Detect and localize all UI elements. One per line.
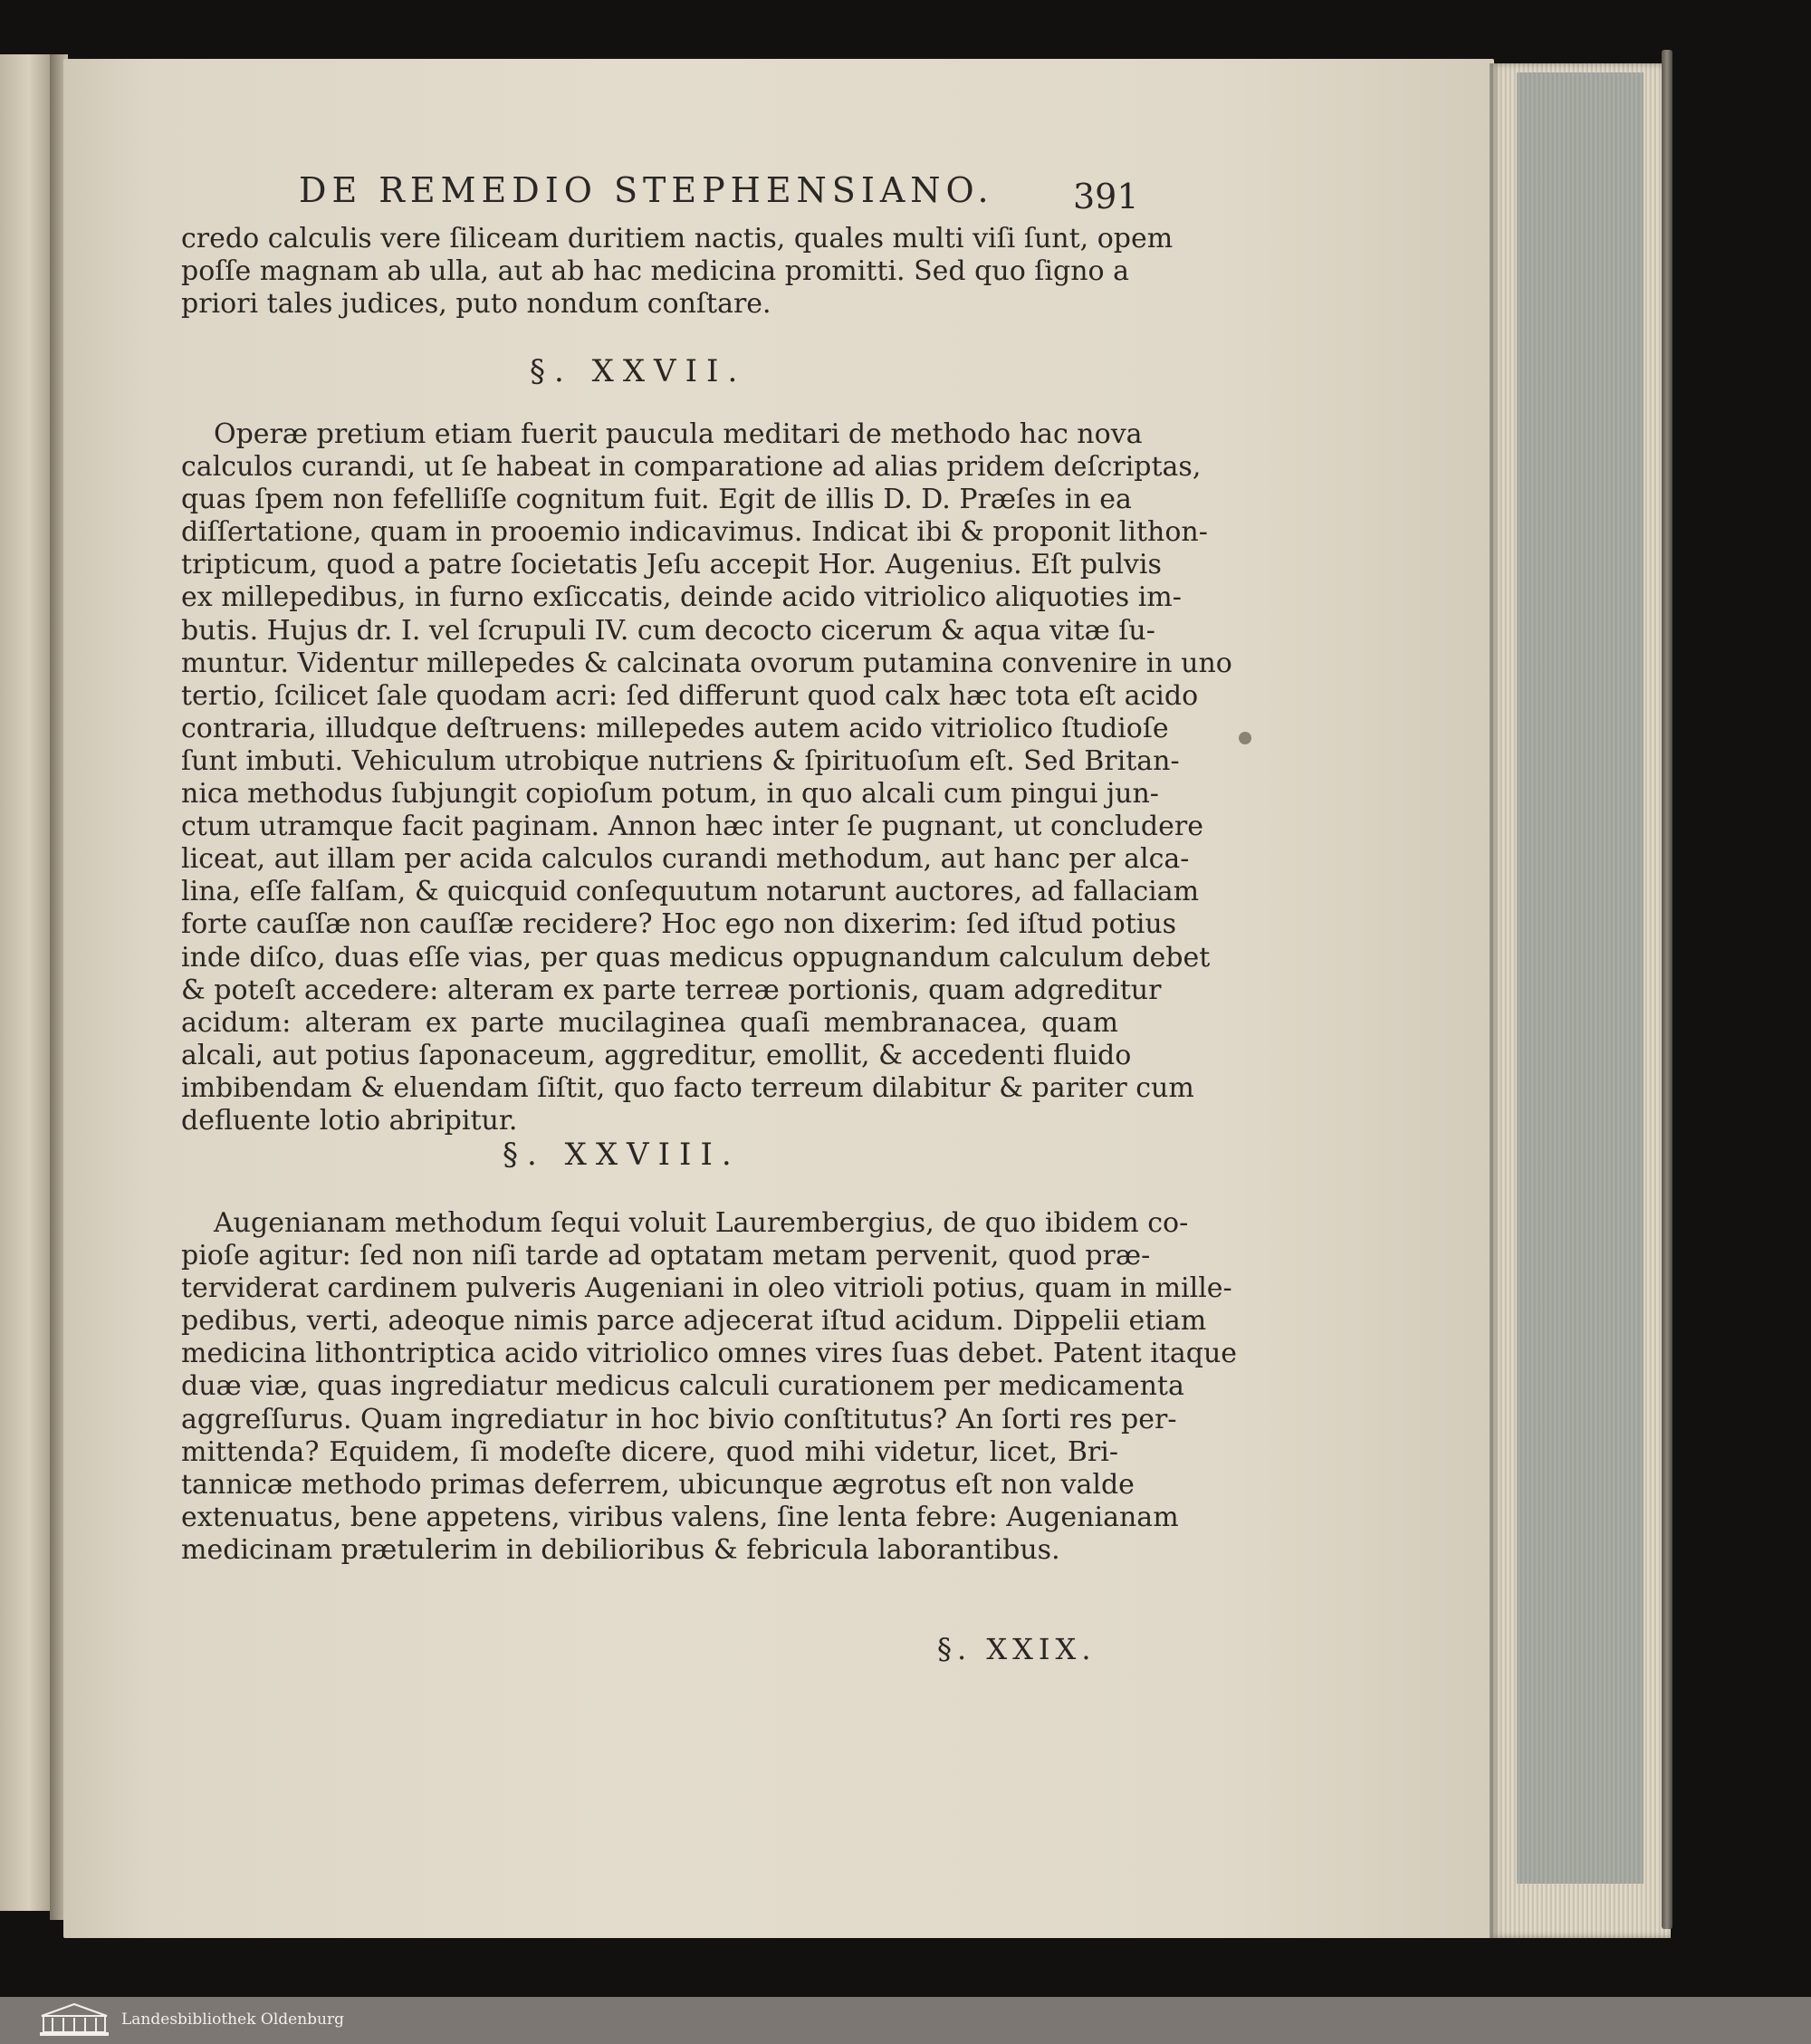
paper-spot [1239,732,1251,744]
paragraph-3 [181,1207,1238,1567]
text-line: duæ viæ, quas ingrediatur medicus calculi curationem per medicamenta [181,1370,1184,1403]
paragraph-1 [181,223,1174,321]
paragraph-2 [181,418,1232,1137]
text-line: medicinam prætulerim in debilioribus & febricula laborantibus. [181,1533,1060,1566]
text-line: diſſertatione, quam in prooemio indicavimus. Indicat ibi & proponit lithon- [181,516,1208,549]
text-line: mittenda? Equidem, ſi modeſte dicere, quod mihi videtur, licet, Bri- [181,1435,1118,1468]
text-line: nica methodus ſubjungit copioſum potum, in quo alcali cum pingui jun- [181,778,1159,811]
running-title: DE REMEDIO STEPHENSIANO. [299,170,994,210]
text-line: inde diſco, duas eſſe vias, per quas medicus oppugnandum calculum debet [181,941,1211,974]
text-line: acidum: alteram ex parte mucilaginea quaſi membranacea, quam [181,1006,1118,1039]
library-building-logo-icon [38,2001,110,2039]
text-line: ctum utramque facit paginam. Annon hæc inter ſe pugnant, ut concludere [181,811,1203,843]
text-line: calculos curandi, ut ſe habeat in comparatione ad alias pridem deſcriptas, [181,451,1202,484]
text-line: liceat, aut illam per acida calculos curandi methodum, aut hanc per alca- [181,843,1190,876]
text-line: tripticum, quod a patre ſocietatis Jeſu accepit Hor. Augenius. Eſt pulvis [181,549,1162,581]
text-line: muntur. Videntur millepedes & calcinata ovorum putamina convenire in uno [181,647,1232,679]
text-line: ſunt imbuti. Vehiculum utrobique nutriens & ſpirituoſum eſt. Sed Britan- [181,744,1180,777]
text-line: forte cauſſæ non cauſſæ recidere? Hoc ego non dixerim: ſed iſtud potius [181,908,1177,941]
text-line: imbibendam & eluendam ſiſtit, quo facto terreum dilabitur & pariter cum [181,1071,1194,1104]
text-line: contraria, illudque deſtruens: millepedes autem acido vitriolico ſtudioſe [181,712,1169,744]
catchword: §. XXIX. [937,1632,1097,1666]
text-line: aggreſſurus. Quam ingrediatur in hoc bivio conſtitutus? An ſorti res per- [181,1403,1177,1435]
text-line: tertio, ſcilicet ſale quodam acri: ſed differunt quod calx hæc tota eſt acido [181,679,1199,712]
text-line: terviderat cardinem pulveris Augeniani in oleo vitrioli potius, quam in mille- [181,1272,1232,1305]
text-line: & poteſt accedere: alteram ex parte terreæ portionis, quam adgreditur [181,974,1162,1006]
text-line: lina, eſſe falſam, & quicquid conſequutum notarunt auctores, ad fallaciam [181,876,1200,908]
text-line: priori tales judices, puto nondum conſtare. [181,288,771,321]
text-line: credo calculis vere ſiliceam duritiem nactis, quales multi viſi ſunt, opem [181,223,1174,254]
text-line: butis. Hujus dr. I. vel ſcrupuli IV. cum decocto cicerum & aqua vitæ ſu- [181,614,1155,647]
text-line: tannicæ methodo primas deferrem, ubicunque ægrotus eſt non valde [181,1468,1135,1501]
text-line: quas ſpem non fefelliſſe cognitum fuit. Egit de illis D. D. Præſes in ea [181,484,1132,516]
text-line: medicina lithontriptica acido vitriolico omnes vires ſuas debet. Patent itaque [181,1338,1238,1370]
footer-library-name[interactable]: Landesbibliothek Oldenburg [121,2010,345,2029]
text-line: extenuatus, bene appetens, viribus valens, ſine lenta febre: Augenianam [181,1501,1179,1533]
text-line: Augenianam methodum ſequi voluit Laurembergius, de quo ibidem co- [214,1207,1189,1239]
text-line: Operæ pretium etiam fuerit paucula meditari de methodo hac nova [214,418,1143,450]
text-line: alcali, aut potius ſaponaceum, aggreditur, emollit, & accedenti fluido [181,1039,1132,1071]
text-line: pedibus, verti, adeoque nimis parce adjecerat iſtud acidum. Dippelii etiam [181,1305,1207,1338]
page-number: 391 [1073,177,1139,216]
section-heading-xxviii: §. XXVIII. [503,1137,741,1173]
text-line: pioſe agitur: ſed non niſi tarde ad optatam metam pervenit, quod præ- [181,1240,1151,1272]
text-line: defluente lotio abripitur. [181,1104,518,1137]
book-cover-edge [1662,50,1672,1929]
text-line: poſſe magnam ab ulla, aut ab hac medicina promitti. Sed quo ſigno a [181,255,1129,288]
page-fore-edge-stain [1517,72,1643,1884]
section-heading-xxvii: §. XXVII. [530,353,747,389]
left-page-edge [0,54,53,1911]
text-line: ex millepedibus, in furno exſiccatis, deinde acido vitriolico aliquoties im- [181,581,1182,614]
